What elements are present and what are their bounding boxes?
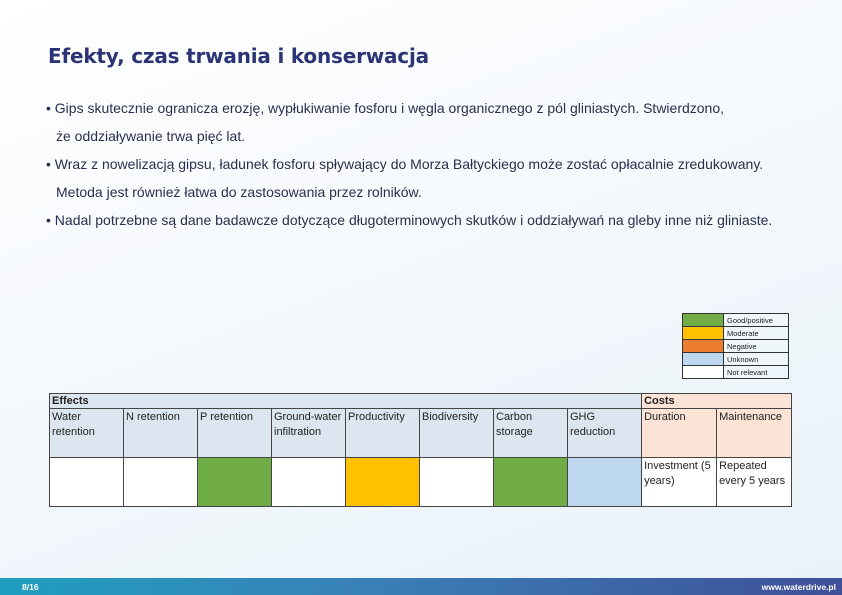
col-biodiversity: Biodiversity [420,409,494,458]
page-title: Efekty, czas trwania i konserwacja [48,44,429,68]
cell-ghg-reduction [568,458,642,507]
legend-swatch [683,340,724,353]
bullet-list [46,94,826,234]
col-maintenance: Maintenance [717,409,792,458]
value-row [50,458,792,507]
legend-row [683,314,789,327]
legend-swatch [683,353,724,366]
table-header-row [50,394,792,409]
cell-biodiversity [420,458,494,507]
legend-table [682,313,789,379]
cell-duration: Investment (5 years) [642,458,717,507]
cell-groundwater-infiltration [272,458,346,507]
legend-label: Unknown [724,353,789,366]
legend-swatch [683,314,724,327]
col-p-retention: P retention [198,409,272,458]
col-productivity: Productivity [346,409,420,458]
bullet-1-line-2: że oddziaływanie trwa pięć lat. [56,128,246,144]
legend-row [683,366,789,379]
website-link[interactable]: www.waterdrive.pl [761,582,836,592]
bullet-1-line-1: • Gips skutecznie ogranicza erozję, wypłukiwanie fosforu i węgla organicznego z pól gliniastych. Stwierdzono, [46,100,725,116]
col-ghg-reduction: GHG reduction [568,409,642,458]
bullet-3-line-1: • Nadal potrzebne są dane badawcze dotyczące długoterminowych skutków i oddziaływań na gleby inne niż gliniaste. [46,212,773,228]
legend-row [683,340,789,353]
cell-maintenance: Repeated every 5 years [717,458,792,507]
legend-row [683,353,789,366]
footer-bar [0,578,842,595]
legend-label: Negative [724,340,789,353]
column-label-row [50,409,792,458]
cell-productivity [346,458,420,507]
page-number: 8/16 [22,582,39,592]
cell-n-retention [124,458,198,507]
cell-p-retention [198,458,272,507]
cell-carbon-storage [494,458,568,507]
legend-swatch [683,366,724,379]
legend-label: Moderate [724,327,789,340]
col-duration: Duration [642,409,717,458]
effects-header: Effects [50,394,642,409]
col-water-retention: Water retention [50,409,124,458]
cell-water-retention [50,458,124,507]
costs-header: Costs [642,394,792,409]
legend-label: Good/positive [724,314,789,327]
col-carbon-storage: Carbon storage [494,409,568,458]
bullet-2-line-2: Metoda jest również łatwa do zastosowania przez rolników. [56,184,422,200]
legend-label: Not relevant [724,366,789,379]
col-n-retention: N retention [124,409,198,458]
legend-row [683,327,789,340]
bullet-2-line-1: • Wraz z nowelizacją gipsu, ładunek fosforu spływający do Morza Bałtyckiego może zostać opłacalnie zredukowany. [46,156,764,172]
effects-costs-table [49,393,792,507]
col-groundwater-infiltration: Ground-water infiltration [272,409,346,458]
legend-swatch [683,327,724,340]
